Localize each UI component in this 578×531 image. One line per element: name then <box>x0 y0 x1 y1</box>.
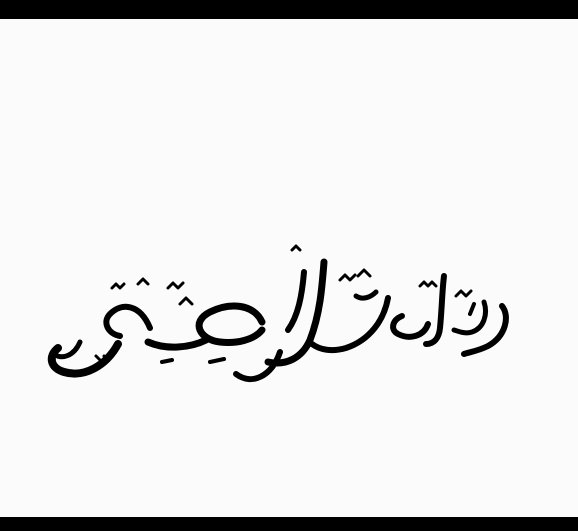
calligraphy-svg <box>40 244 538 404</box>
calligraphy-canvas <box>0 19 578 517</box>
calligraphy-artwork <box>40 244 538 404</box>
